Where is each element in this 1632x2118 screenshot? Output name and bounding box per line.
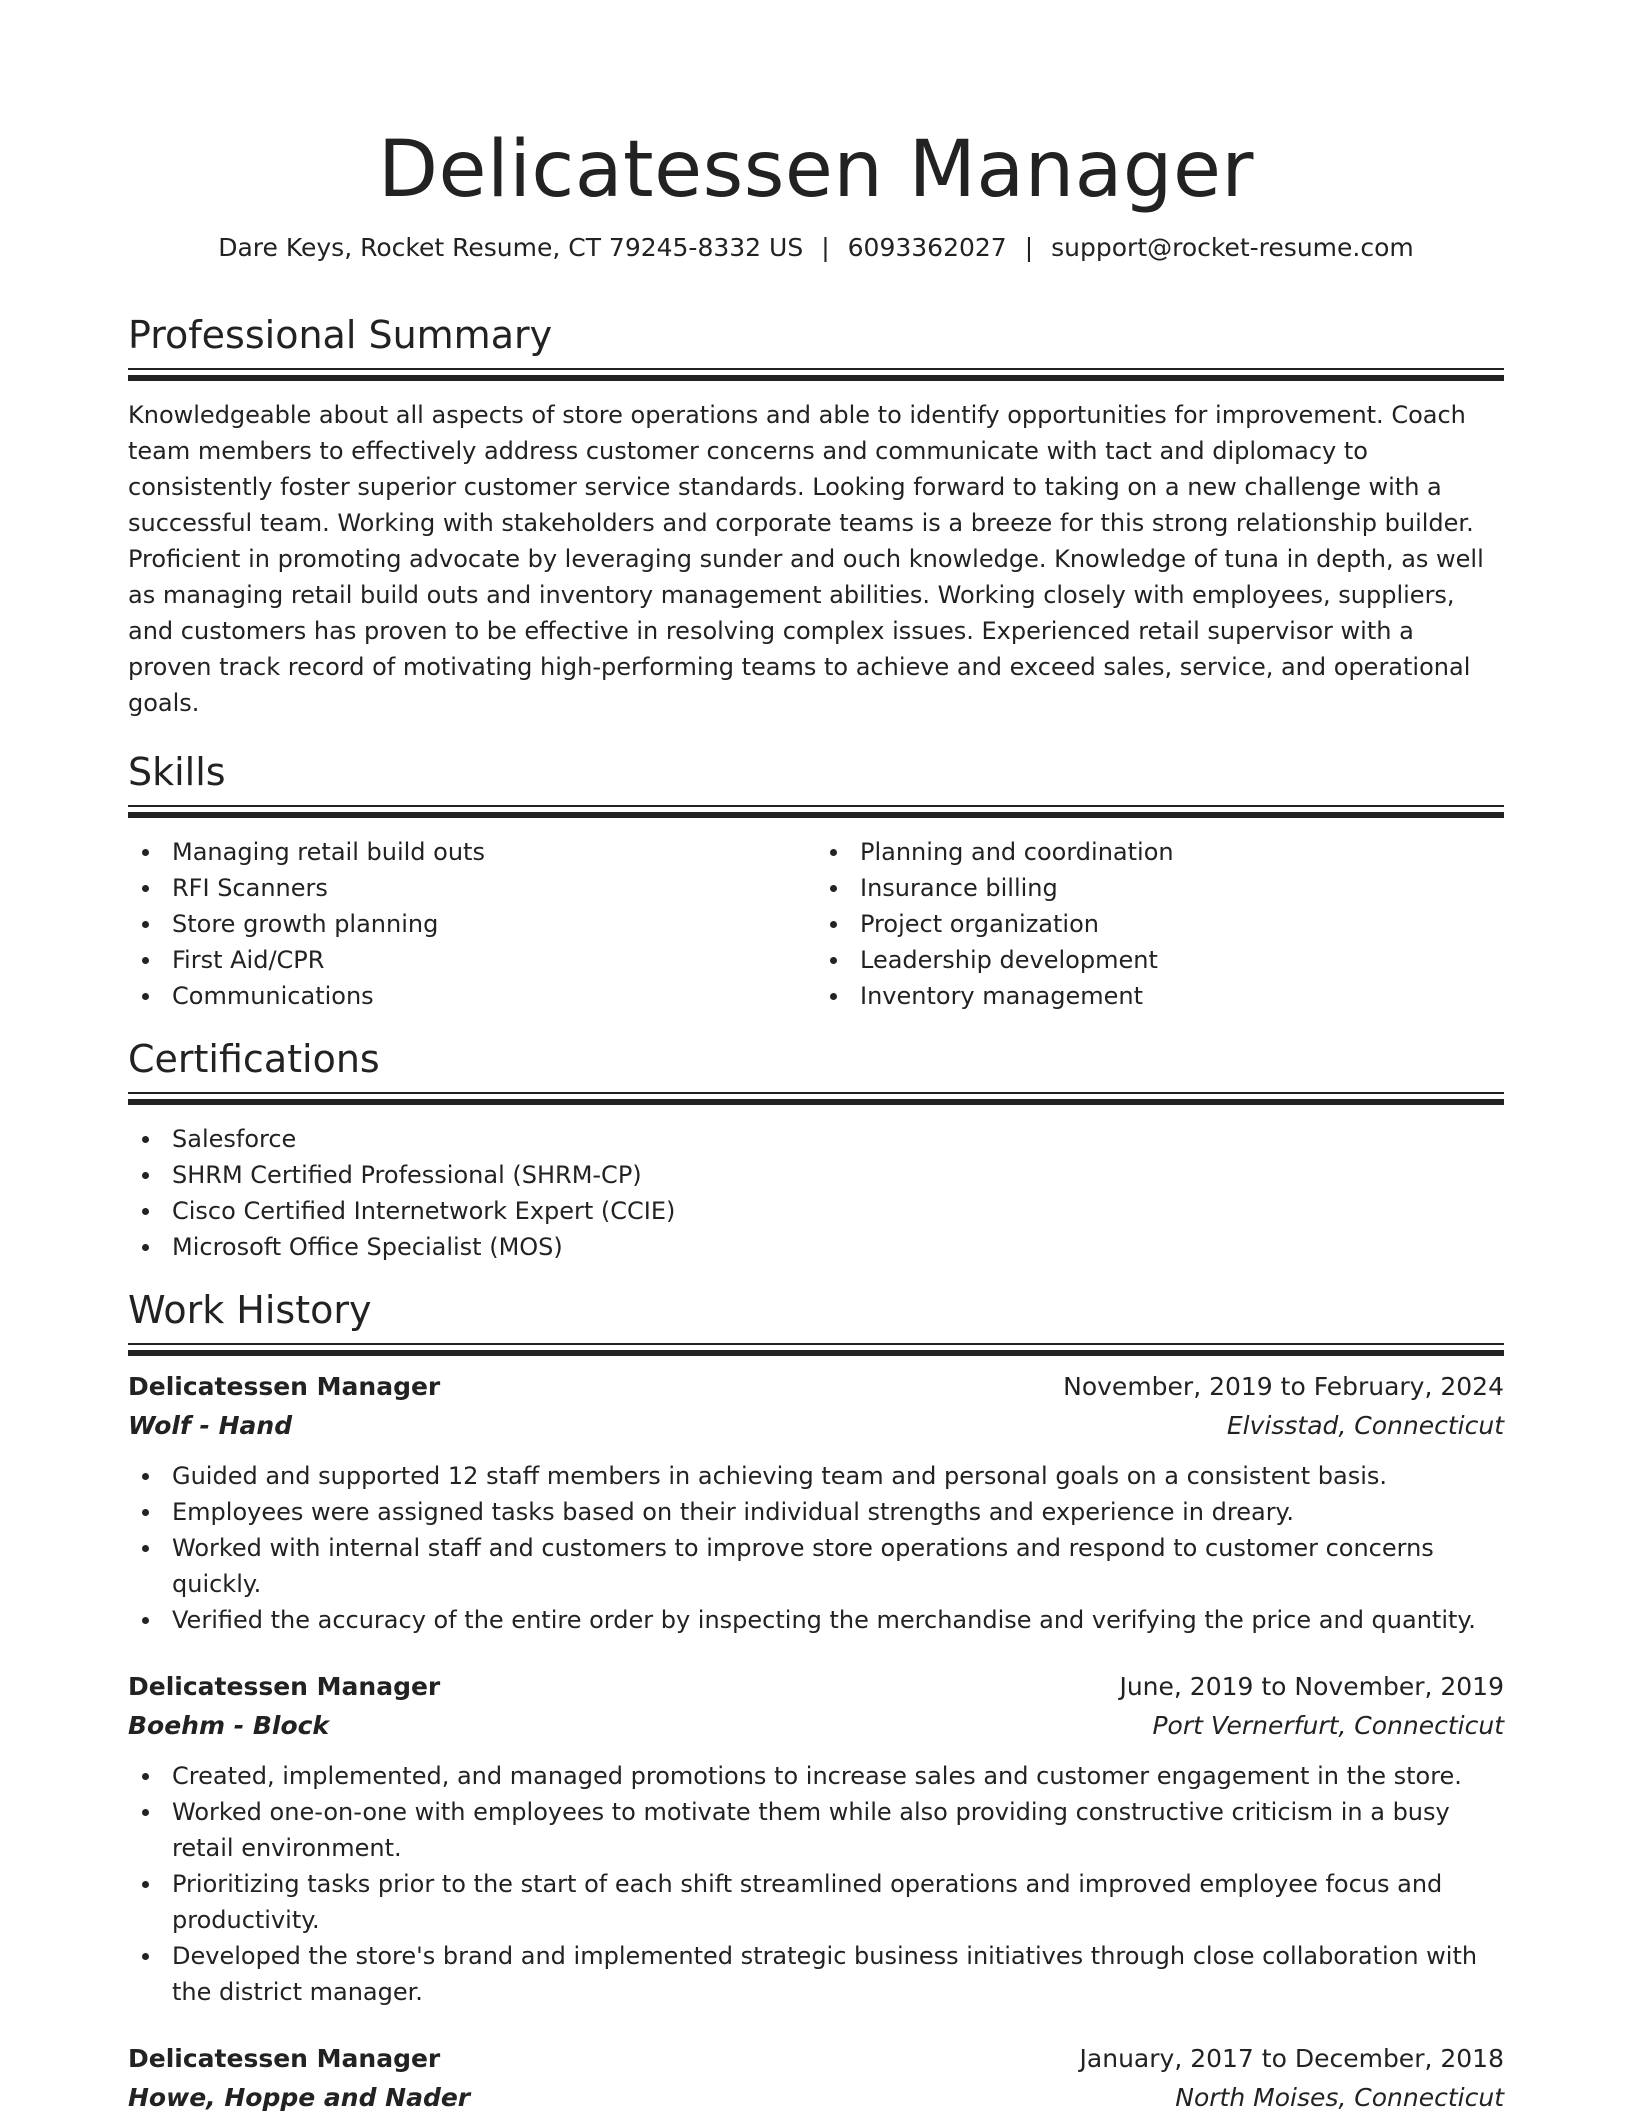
certification-item: Microsoft Office Specialist (MOS) bbox=[172, 1229, 1504, 1265]
section-title-work-history: Work History bbox=[128, 1288, 372, 1332]
job-header bbox=[128, 2040, 1504, 2078]
job-dates: June, 2019 to November, 2019 bbox=[1119, 1672, 1504, 1701]
skill-item: Managing retail build outs bbox=[172, 834, 816, 870]
job-bullet: Developed the store's brand and implemented strategic business initiatives through close collaboration with the district manager. bbox=[172, 1938, 1504, 2010]
work-history-section bbox=[128, 1287, 1504, 2118]
section-title-certifications: Certifications bbox=[128, 1037, 380, 1081]
job-bullet: Prioritizing tasks prior to the start of each shift streamlined operations and improved employee focus and productivity. bbox=[172, 1866, 1504, 1938]
skills-column-right bbox=[816, 834, 1504, 1014]
job-title: Delicatessen Manager bbox=[128, 1372, 441, 1401]
job-header bbox=[128, 1368, 1504, 1406]
job-bullet: Created, implemented, and managed promotions to increase sales and customer engagement in the store. bbox=[172, 1758, 1504, 1794]
job-bullet: Worked one-on-one with employees to motivate them while also providing constructive criticism in a busy retail environment. bbox=[172, 1794, 1504, 1866]
job-subheader bbox=[128, 1406, 1504, 1446]
section-divider bbox=[128, 1343, 1504, 1356]
job-company: Howe, Hoppe and Nader bbox=[128, 2083, 471, 2112]
contact-separator: | bbox=[1024, 233, 1034, 262]
certification-item: Salesforce bbox=[172, 1121, 1504, 1157]
skill-item: Inventory management bbox=[860, 978, 1504, 1014]
job-title: Delicatessen Manager bbox=[128, 2044, 441, 2073]
section-title-skills: Skills bbox=[128, 750, 226, 794]
job-bullets bbox=[128, 1458, 1504, 1638]
professional-summary-section bbox=[128, 312, 1504, 721]
certifications-list bbox=[128, 1121, 1504, 1265]
skills-column-left bbox=[128, 834, 816, 1014]
job-dates: November, 2019 to February, 2024 bbox=[1063, 1372, 1504, 1401]
job-bullet: Guided and supported 12 staff members in achieving team and personal goals on a consistent basis. bbox=[172, 1458, 1504, 1494]
contact-phone: 6093362027 bbox=[847, 233, 1007, 262]
contact-address: Dare Keys, Rocket Resume, CT 79245-8332 US bbox=[218, 233, 804, 262]
skills-list-left bbox=[128, 834, 816, 1014]
job-title: Delicatessen Manager bbox=[128, 1672, 441, 1701]
skill-item: Leadership development bbox=[860, 942, 1504, 978]
skill-item: Store growth planning bbox=[172, 906, 816, 942]
contact-separator: | bbox=[821, 233, 830, 262]
job-bullet: Verified the accuracy of the entire order by inspecting the merchandise and verifying the price and quantity. bbox=[172, 1602, 1504, 1638]
job-dates: January, 2017 to December, 2018 bbox=[1079, 2044, 1504, 2073]
skills-grid bbox=[128, 834, 1504, 1014]
job-entry bbox=[128, 1668, 1504, 2010]
job-entry bbox=[128, 2040, 1504, 2118]
job-company: Boehm - Block bbox=[128, 1711, 330, 1740]
job-subheader bbox=[128, 1706, 1504, 1746]
skill-item: Planning and coordination bbox=[860, 834, 1504, 870]
certification-item: Cisco Certified Internetwork Expert (CCIE) bbox=[172, 1193, 1504, 1229]
job-bullets bbox=[128, 1758, 1504, 2010]
job-subheader bbox=[128, 2078, 1504, 2118]
job-header bbox=[128, 1668, 1504, 1706]
section-title-summary: Professional Summary bbox=[128, 313, 553, 357]
skill-item: Communications bbox=[172, 978, 816, 1014]
skill-item: RFI Scanners bbox=[172, 870, 816, 906]
section-divider bbox=[128, 805, 1504, 818]
job-location: Elvisstad, Connecticut bbox=[1226, 1411, 1504, 1440]
skill-item: Insurance billing bbox=[860, 870, 1504, 906]
skill-item: First Aid/CPR bbox=[172, 942, 816, 978]
resume-name: Delicatessen Manager bbox=[377, 125, 1255, 215]
job-entry bbox=[128, 1368, 1504, 1638]
job-company: Wolf - Hand bbox=[128, 1411, 293, 1440]
contact-line bbox=[128, 230, 1504, 266]
section-divider bbox=[128, 368, 1504, 381]
job-location: North Moises, Connecticut bbox=[1175, 2083, 1504, 2112]
summary-paragraph: Knowledgeable about all aspects of store operations and able to identify opportunities for improvement. Coach team members to effectively address customer concerns and communicate with tact and diplomacy to consistently foster superior customer service standards. Looking forward to taking on a new challenge with a successful team. Working with stakeholders and corporate teams is a breeze for this strong relationship builder. Proficient in promoting advocate by leveraging sunder and ouch knowledge. Knowledge of tuna in depth, as well as managing retail build outs and inventory management abilities. Working closely with employees, suppliers, and customers has proven to be effective in resolving complex issues. Experienced retail supervisor with a proven track record of motivating high-performing teams to achieve and exceed sales, service, and operational goals. bbox=[128, 401, 1484, 717]
skills-list-right bbox=[816, 834, 1504, 1014]
certifications-section bbox=[128, 1036, 1504, 1265]
skill-item: Project organization bbox=[860, 906, 1504, 942]
job-location: Port Vernerfurt, Connecticut bbox=[1152, 1711, 1504, 1740]
contact-email[interactable]: support@rocket-resume.com bbox=[1051, 233, 1414, 262]
job-bullet: Employees were assigned tasks based on their individual strengths and experience in dreary. bbox=[172, 1494, 1504, 1530]
certification-item: SHRM Certified Professional (SHRM-CP) bbox=[172, 1157, 1504, 1193]
skills-section bbox=[128, 749, 1504, 1014]
job-bullet: Worked with internal staff and customers to improve store operations and respond to customer concerns quickly. bbox=[172, 1530, 1504, 1602]
section-divider bbox=[128, 1092, 1504, 1105]
